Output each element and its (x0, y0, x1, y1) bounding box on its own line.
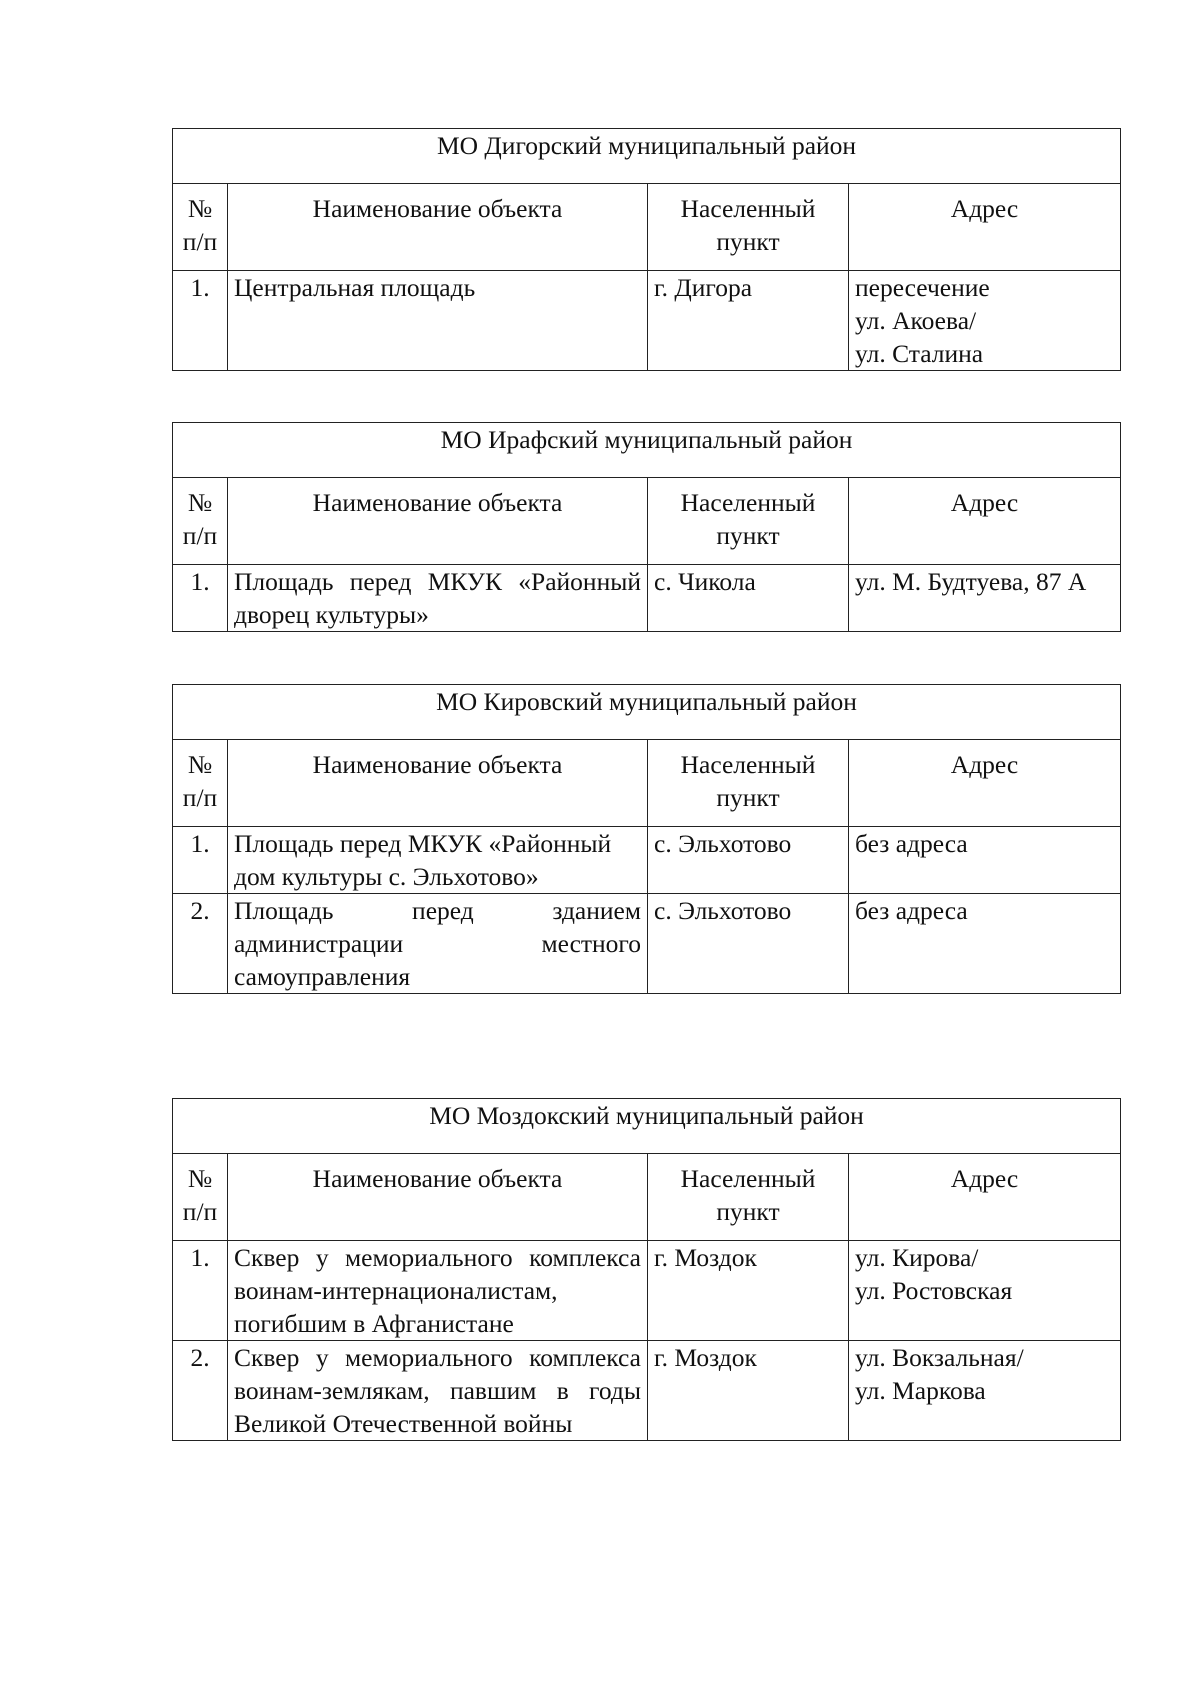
table-row (173, 827, 1121, 894)
row-number: 2. (173, 894, 228, 994)
header-row (173, 740, 1121, 827)
address: ул. М. Будтуева, 87 А (849, 565, 1121, 632)
table-row (173, 565, 1121, 632)
address: пересечение ул. Акоева/ ул. Сталина (849, 271, 1121, 371)
column-header-address: Адрес (849, 478, 1121, 565)
district-title: МО Дигорский муниципальный район (173, 129, 1121, 184)
address: без адреса (849, 894, 1121, 994)
settlement: г. Моздок (648, 1341, 849, 1441)
column-header-place: Населенный пункт (648, 478, 849, 565)
header-row (173, 184, 1121, 271)
address: ул. Кирова/ ул. Ростовская (849, 1241, 1121, 1341)
object-name: Сквер у мемориального комплекса воинам-интернационалистам, погибшим в Афганистане (228, 1241, 648, 1341)
district-table-iraf (172, 422, 1121, 632)
row-number: 1. (173, 1241, 228, 1341)
column-header-place: Населенный пункт (648, 1154, 849, 1241)
settlement: с. Эльхотово (648, 827, 849, 894)
column-header-place: Населенный пункт (648, 184, 849, 271)
district-table-mozdok (172, 1098, 1121, 1441)
object-name: Площадь перед зданием администрации местного самоуправления (228, 894, 648, 994)
column-header-name: Наименование объекта (228, 1154, 648, 1241)
column-header-address: Адрес (849, 740, 1121, 827)
table-row (173, 1241, 1121, 1341)
column-header-place: Населенный пункт (648, 740, 849, 827)
district-table-kirov (172, 684, 1121, 994)
column-header-address: Адрес (849, 184, 1121, 271)
object-name: Площадь перед МКУК «Районный дом культуры с. Эльхотово» (228, 827, 648, 894)
address: ул. Вокзальная/ ул. Маркова (849, 1341, 1121, 1441)
column-header-name: Наименование объекта (228, 740, 648, 827)
table-row (173, 894, 1121, 994)
table-row (173, 1341, 1121, 1441)
row-number: 1. (173, 271, 228, 371)
settlement: г. Моздок (648, 1241, 849, 1341)
settlement: с. Чикола (648, 565, 849, 632)
row-number: 1. (173, 827, 228, 894)
settlement: с. Эльхотово (648, 894, 849, 994)
column-header-number: № п/п (173, 478, 228, 565)
column-header-number: № п/п (173, 184, 228, 271)
settlement: г. Дигора (648, 271, 849, 371)
header-row (173, 478, 1121, 565)
object-name: Сквер у мемориального комплекса воинам-землякам, павшим в годы Великой Отечественной войны (228, 1341, 648, 1441)
header-row (173, 1154, 1121, 1241)
column-header-name: Наименование объекта (228, 184, 648, 271)
address: без адреса (849, 827, 1121, 894)
district-table-digora (172, 128, 1121, 371)
column-header-number: № п/п (173, 740, 228, 827)
district-title: МО Ирафский муниципальный район (173, 423, 1121, 478)
column-header-address: Адрес (849, 1154, 1121, 1241)
column-header-name: Наименование объекта (228, 478, 648, 565)
object-name: Центральная площадь (228, 271, 648, 371)
table-row (173, 271, 1121, 371)
district-title: МО Моздокский муниципальный район (173, 1099, 1121, 1154)
column-header-number: № п/п (173, 1154, 228, 1241)
row-number: 1. (173, 565, 228, 632)
row-number: 2. (173, 1341, 228, 1441)
district-title: МО Кировский муниципальный район (173, 685, 1121, 740)
object-name: Площадь перед МКУК «Районный дворец культуры» (228, 565, 648, 632)
